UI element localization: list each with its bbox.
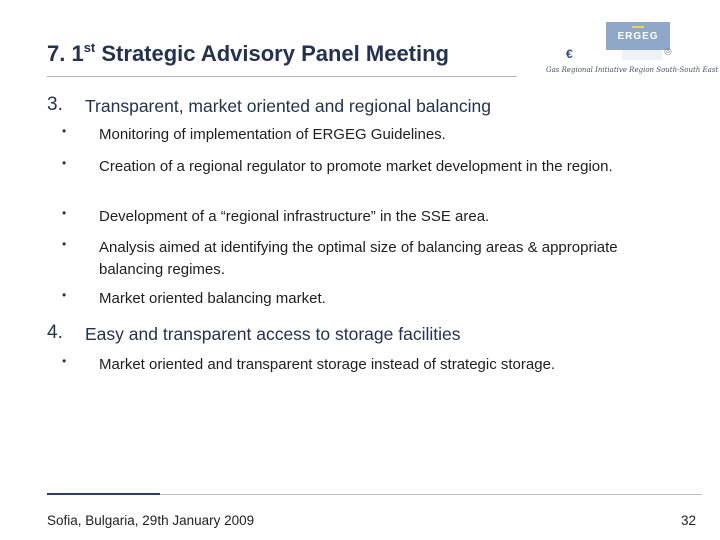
ergeg-logo-box bbox=[606, 22, 670, 50]
ergeg-logo-text: ERGEG bbox=[617, 30, 659, 42]
bullet-icon: • bbox=[62, 288, 67, 302]
bullet-text: Analysis aimed at identifying the optimal size of balancing areas & appropriate balancing regimes. bbox=[99, 239, 618, 278]
bullet-text: Monitoring of implementation of ERGEG Guidelines. bbox=[99, 126, 446, 143]
section-number: 3. bbox=[47, 94, 63, 115]
partner-logo-middle bbox=[622, 50, 662, 60]
bullet-text: Market oriented and transparent storage instead of strategic storage. bbox=[99, 356, 556, 373]
partner-logo-left bbox=[566, 47, 573, 61]
bullet-text: Market oriented balancing market. bbox=[99, 290, 326, 307]
bullet-icon: • bbox=[62, 156, 67, 170]
section-heading: Easy and transparent access to storage facilities bbox=[85, 324, 461, 344]
c-logo-icon: € bbox=[566, 47, 573, 61]
partner-logo-right: ◎ bbox=[664, 46, 672, 56]
title-prefix: 7. 1 bbox=[47, 41, 84, 66]
bullet-icon: • bbox=[62, 237, 67, 251]
section-number: 4. bbox=[47, 322, 63, 343]
page-number: 32 bbox=[680, 513, 696, 528]
slide-title bbox=[47, 40, 449, 67]
bullet-text: Creation of a regional regulator to promote market development in the region. bbox=[99, 158, 613, 175]
title-rest: Strategic Advisory Panel Meeting bbox=[95, 41, 449, 66]
bullet-text: Development of a “regional infrastructure” in the SSE area. bbox=[99, 208, 490, 225]
footer-accent-bar bbox=[47, 493, 160, 495]
ergeg-logo bbox=[542, 22, 719, 80]
title-superscript: st bbox=[83, 40, 96, 55]
section-heading: Transparent, market oriented and regional balancing bbox=[85, 96, 491, 116]
logo-caption: Gas Regional Initiative Region South-South East bbox=[546, 66, 719, 74]
title-divider bbox=[47, 76, 517, 77]
bullet-icon: • bbox=[62, 354, 67, 368]
eu-stars-icon bbox=[632, 26, 644, 28]
bullet-icon: • bbox=[62, 206, 67, 220]
bullet-icon: • bbox=[62, 124, 67, 138]
footer-location-date: Sofia, Bulgaria, 29th January 2009 bbox=[47, 513, 255, 528]
